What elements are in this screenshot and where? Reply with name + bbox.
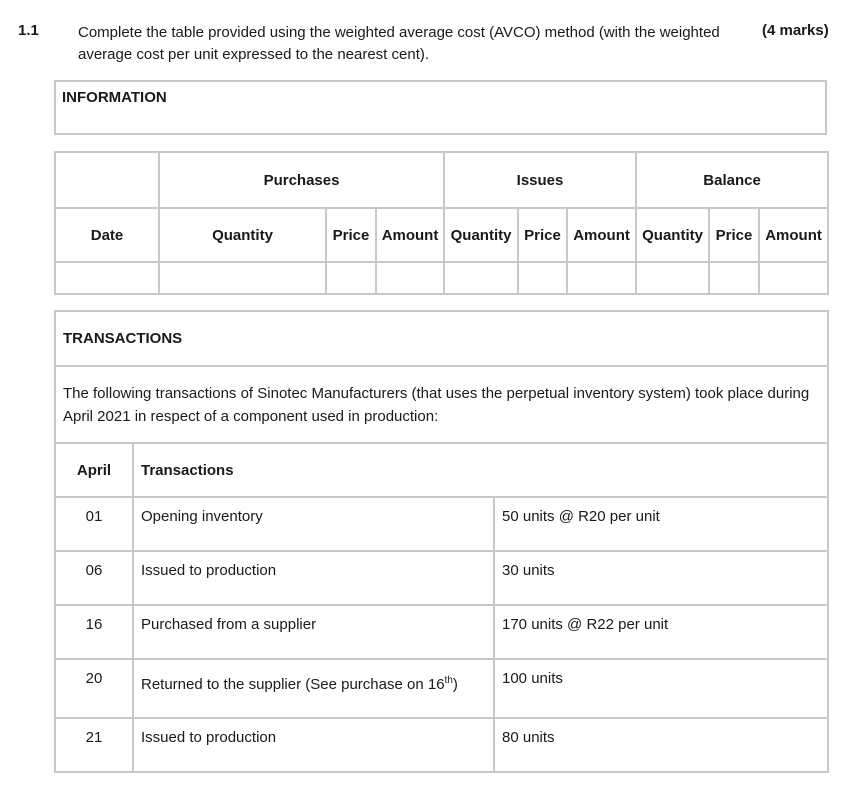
answer-cell-purchases-price[interactable]: [326, 262, 376, 294]
table-row: [55, 497, 828, 551]
avco-answer-table: [54, 151, 829, 295]
row-quantity: 170 units @ R22 per unit: [494, 605, 828, 659]
column-transactions: Transactions: [133, 443, 828, 497]
answer-cell-purchases-amount[interactable]: [376, 262, 444, 294]
row-description: [133, 659, 494, 718]
column-purchases-amount: Amount: [376, 208, 444, 262]
table-row: [55, 551, 828, 605]
answer-cell-balance-amount[interactable]: [759, 262, 828, 294]
group-purchases: Purchases: [159, 152, 444, 208]
column-issues-price: Price: [518, 208, 567, 262]
information-title: INFORMATION: [62, 89, 167, 106]
row-description: Opening inventory: [133, 497, 494, 551]
row-description-text: Returned to the supplier (See purchase on 16: [141, 676, 445, 693]
column-balance-price: Price: [709, 208, 759, 262]
answer-cell-date[interactable]: [55, 262, 159, 294]
column-april: April: [55, 443, 133, 497]
row-day: 01: [55, 497, 133, 551]
column-issues-amount: Amount: [567, 208, 636, 262]
answer-cell-issues-price[interactable]: [518, 262, 567, 294]
row-day: 21: [55, 718, 133, 772]
column-balance-amount: Amount: [759, 208, 828, 262]
row-day: 20: [55, 659, 133, 718]
transactions-table: [54, 310, 829, 773]
column-date: Date: [55, 208, 159, 262]
transactions-intro: The following transactions of Sinotec Manufacturers (that uses the perpetual inventory system) took place during April 2021 in respect of a component used in production:: [55, 366, 828, 443]
row-description: Issued to production: [133, 551, 494, 605]
information-box: [54, 80, 827, 135]
answer-cell-purchases-quantity[interactable]: [159, 262, 326, 294]
column-issues-quantity: Quantity: [444, 208, 518, 262]
group-issues: Issues: [444, 152, 636, 208]
table-row: [55, 718, 828, 772]
table-row: [55, 605, 828, 659]
row-quantity: 100 units: [494, 659, 828, 718]
question-number: 1.1: [18, 22, 39, 39]
table-row: [55, 659, 828, 718]
corner-cell: [55, 152, 159, 208]
column-purchases-quantity: Quantity: [159, 208, 326, 262]
row-description: Purchased from a supplier: [133, 605, 494, 659]
group-balance: Balance: [636, 152, 828, 208]
answer-cell-issues-quantity[interactable]: [444, 262, 518, 294]
question-marks: (4 marks): [762, 22, 829, 39]
answer-cell-issues-amount[interactable]: [567, 262, 636, 294]
transactions-title: TRANSACTIONS: [55, 311, 828, 366]
column-purchases-price: Price: [326, 208, 376, 262]
answer-cell-balance-quantity[interactable]: [636, 262, 709, 294]
row-description-sup: th: [444, 675, 453, 686]
row-description-end: ): [452, 676, 458, 693]
row-quantity: 80 units: [494, 718, 828, 772]
row-quantity: 50 units @ R20 per unit: [494, 497, 828, 551]
row-description: Issued to production: [133, 718, 494, 772]
row-day: 06: [55, 551, 133, 605]
row-day: 16: [55, 605, 133, 659]
question-text: Complete the table provided using the weighted average cost (AVCO) method (with the weighted average cost per unit expressed to the nearest cent).: [78, 24, 720, 63]
answer-cell-balance-price[interactable]: [709, 262, 759, 294]
row-quantity: 30 units: [494, 551, 828, 605]
column-balance-quantity: Quantity: [636, 208, 709, 262]
